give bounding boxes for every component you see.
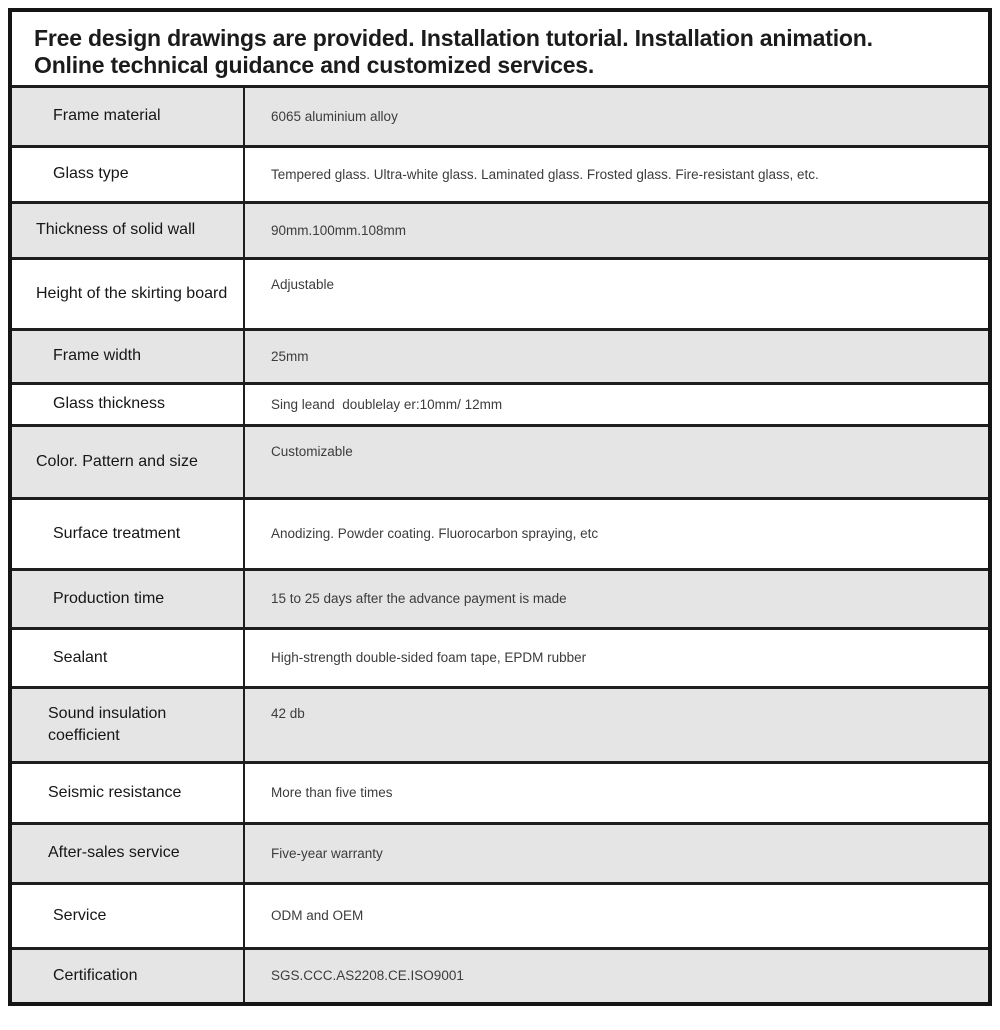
spec-label: Sealant	[12, 630, 245, 686]
spec-label: Seismic resistance	[12, 764, 245, 822]
spec-label: Service	[12, 885, 245, 947]
spec-value: 15 to 25 days after the advance payment is made	[271, 591, 567, 607]
spec-label: Height of the skirting board	[12, 260, 245, 328]
row-glass-thickness	[12, 385, 988, 427]
spec-value: ODM and OEM	[271, 908, 364, 924]
spec-label: Certification	[12, 950, 245, 1002]
spec-value: Sing leand doublelay er:10mm/ 12mm	[271, 396, 503, 412]
row-surface-treatment	[12, 500, 988, 571]
spec-label: Color. Pattern and size	[12, 427, 245, 497]
spec-label: Frame material	[12, 88, 245, 145]
row-thickness-of-solid-wall	[12, 204, 988, 260]
spec-value: More than five times	[271, 785, 393, 801]
spec-label: After-sales service	[12, 825, 245, 882]
spec-value: Anodizing. Powder coating. Fluorocarbon spraying, etc	[271, 526, 599, 542]
spec-value: High-strength double-sided foam tape, EPDM rubber	[271, 650, 587, 666]
row-seismic-resistance	[12, 764, 988, 825]
spec-label: Production time	[12, 571, 245, 627]
spec-value: 42 db	[271, 706, 305, 721]
row-sound-insulation	[12, 689, 988, 764]
spec-value: 6065 aluminium alloy	[271, 108, 398, 124]
spec-label: Frame width	[12, 331, 245, 382]
spec-label: Glass thickness	[12, 385, 245, 424]
row-frame-width	[12, 331, 988, 385]
banner-line-2: Online technical guidance and customized services.	[34, 52, 595, 78]
spec-label: Sound insulation coefficient	[12, 689, 245, 761]
row-service	[12, 885, 988, 950]
spec-value: Five-year warranty	[271, 845, 383, 861]
spec-label: Glass type	[12, 148, 245, 201]
product-spec-sheet	[8, 8, 992, 1006]
spec-label: Surface treatment	[12, 500, 245, 568]
spec-value: Adjustable	[271, 277, 335, 292]
row-skirting-board-height	[12, 260, 988, 331]
row-frame-material	[12, 88, 988, 148]
header-banner	[12, 12, 988, 88]
spec-value: 25mm	[271, 348, 309, 364]
row-certification	[12, 950, 988, 1002]
spec-value: Tempered glass. Ultra-white glass. Laminated glass. Frosted glass. Fire-resistant glass, etc.	[271, 166, 819, 182]
spec-value: 90mm.100mm.108mm	[271, 222, 407, 238]
row-sealant	[12, 630, 988, 689]
spec-table	[12, 88, 988, 1002]
spec-label: Thickness of solid wall	[12, 204, 245, 257]
row-glass-type	[12, 148, 988, 204]
spec-value: Customizable	[271, 444, 353, 459]
banner-line-1: Free design drawings are provided. Installation tutorial. Installation animation.	[34, 25, 873, 51]
row-color-pattern-size	[12, 427, 988, 500]
spec-value: SGS.CCC.AS2208.CE.ISO9001	[271, 968, 464, 984]
row-production-time	[12, 571, 988, 630]
row-after-sales-service	[12, 825, 988, 885]
